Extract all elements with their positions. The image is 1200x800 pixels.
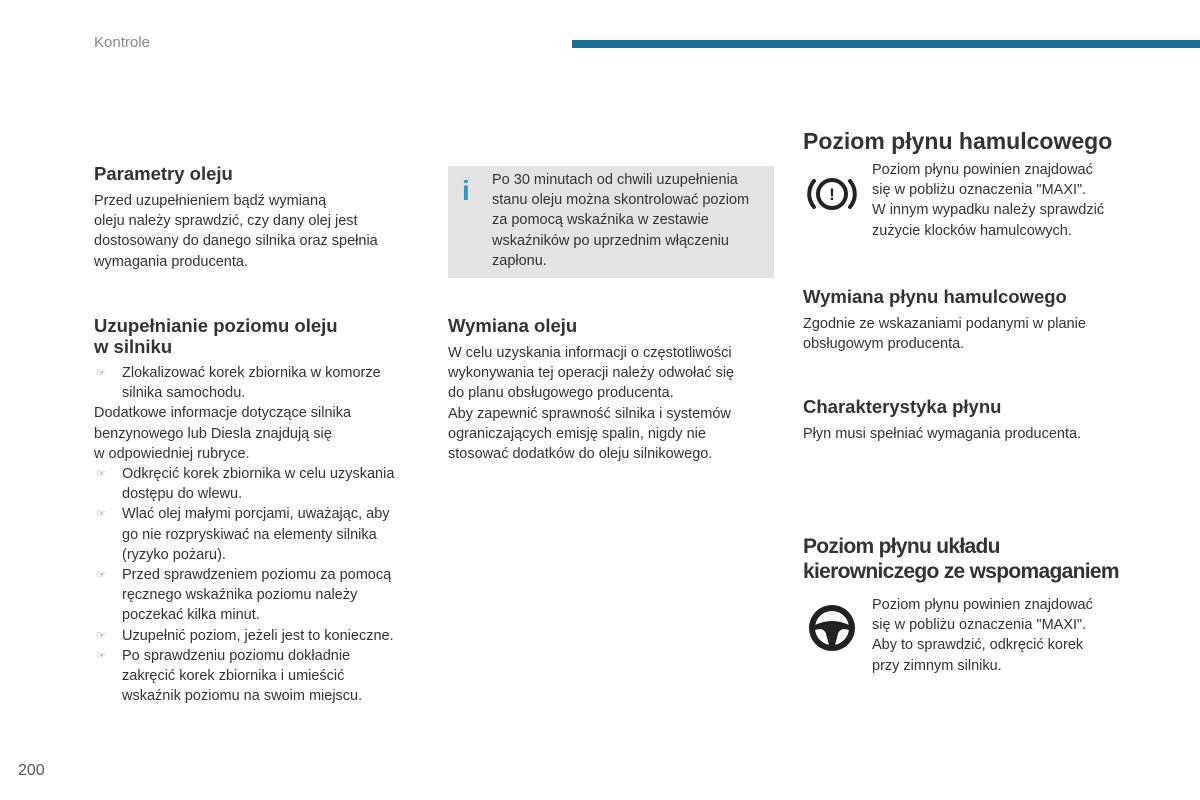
brake-change-text: Zgodnie ze wskazaniami podanymi w planie obsługowym producenta. xyxy=(803,316,1086,353)
oil-topup-first-step xyxy=(94,363,424,403)
pointing-hand-icon: ☞ xyxy=(96,367,106,379)
oil-params-text: Przed uzupełnieniem bądź wymianą oleju należy sprawdzić, czy dany olej jest dostosowany do danego silnika oraz spełnia wymagania producenta. xyxy=(94,193,378,270)
pointing-hand-icon: ☞ xyxy=(96,649,106,662)
list-item: ☞ Odkręcić korek zbiornika w celu uzyskania dostępu do wlewu. xyxy=(96,466,395,503)
oil-topup-steps xyxy=(94,464,424,706)
brake-level-section xyxy=(803,128,1183,154)
steering-level-section xyxy=(803,534,1183,584)
pointing-hand-icon: ☞ xyxy=(96,508,106,521)
brake-level-title: Poziom płynu hamulcowego xyxy=(803,128,1113,154)
oil-params-title: Parametry oleju xyxy=(94,163,233,184)
list-item: ☞ Wlać olej małymi porcjami, uważając, aby go nie rozpryskiwać na elementy silnika (ryzyko pożaru). xyxy=(96,506,390,563)
oil-topup-note: Dodatkowe informacje dotyczące silnika benzynowego lub Diesla znajdują się w odpowiedniej rubryce. xyxy=(94,405,352,462)
brake-change-section xyxy=(803,286,1183,354)
info-box-text: Po 30 minutach od chwili uzupełnienia stanu oleju można skontrolować poziom za pomocą wskaźnika w zestawie wskaźników po uprzednim włączeniu zapłonu. xyxy=(492,172,750,269)
pointing-hand-icon: ☞ xyxy=(96,569,106,582)
pointing-hand-icon: ☞ xyxy=(96,468,106,481)
info-icon: i xyxy=(462,175,470,206)
brake-warning-icon xyxy=(804,166,860,222)
svg-text:!: ! xyxy=(829,185,835,204)
pointing-hand-icon: ☞ xyxy=(96,629,106,642)
header-accent-bar xyxy=(572,40,1200,48)
steering-level-text: Poziom płynu powinien znajdować się w pobliżu oznaczenia "MAXI". Aby to sprawdzić, odkręcić korek przy zimnym silniku. xyxy=(872,597,1093,674)
list-item: ☞ Przed sprawdzeniem poziomu za pomocą ręcznego wskaźnika poziomu należy poczekać kilka minut. xyxy=(96,567,392,624)
oil-change-text: W celu uzyskania informacji o częstotliwości wykonywania tej operacji należy odwołać się do planu obsługowego producenta. Aby zapewnić sprawność silnika i systemów ograniczających emisję spalin, nigdy nie stosować dodatków do oleju silnikowego. xyxy=(448,345,735,463)
page-number: 200 xyxy=(18,762,45,779)
oil-params-section xyxy=(94,163,424,272)
fluid-spec-text: Płyn musi spełniać wymagania producenta. xyxy=(803,426,1082,442)
list-item: ☞ Po sprawdzeniu poziomu dokładnie zakręcić korek zbiornika i umieścić wskaźnik poziomu na swoim miejscu. xyxy=(96,647,363,705)
steering-level-title: Poziom płynu układu kierowniczego ze wspomaganiem xyxy=(803,535,1119,583)
brake-level-text: Poziom płynu powinien znajdować się w pobliżu oznaczenia "MAXI". W innym wypadku należy sprawdzić zużycie klocków hamulcowych. xyxy=(872,162,1105,239)
list-item: ☞ Zlokalizować korek zbiornika w komorze silnika samochodu. xyxy=(96,365,381,402)
steering-wheel-icon xyxy=(804,600,860,656)
fluid-spec-section xyxy=(803,396,1183,444)
oil-change-section xyxy=(448,315,778,464)
oil-change-title: Wymiana oleju xyxy=(448,315,578,336)
info-box xyxy=(448,166,774,278)
brake-change-title: Wymiana płynu hamulcowego xyxy=(803,286,1067,307)
section-title: Kontrole xyxy=(94,34,150,51)
oil-topup-section xyxy=(94,315,424,706)
fluid-spec-title: Charakterystyka płynu xyxy=(803,396,1002,417)
oil-topup-title: Uzupełnianie poziomu oleju w silniku xyxy=(94,315,338,357)
list-item: ☞ Uzupełnić poziom, jeżeli jest to konieczne. xyxy=(94,626,424,646)
